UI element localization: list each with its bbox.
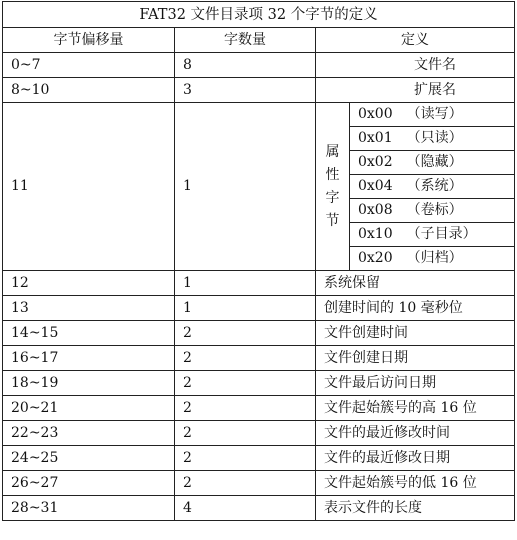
definition-cell: 创建时间的 10 毫秒位	[316, 296, 515, 321]
count-cell: 2	[175, 371, 316, 396]
count-cell: 4	[175, 496, 316, 521]
table-row	[3, 421, 515, 446]
table-row	[3, 78, 515, 103]
offset-cell: 26~27	[3, 471, 175, 496]
definition-cell: 文件最后访问日期	[316, 371, 515, 396]
count-cell: 2	[175, 396, 316, 421]
definition-cell: 文件的最近修改时间	[316, 421, 515, 446]
attribute-item	[350, 175, 515, 199]
attribute-item	[350, 103, 515, 127]
table-title-row	[3, 2, 515, 28]
attribute-code: 0x04	[358, 178, 393, 194]
attribute-item	[350, 223, 515, 247]
attribute-label-char: 性	[325, 166, 340, 183]
table-row	[3, 396, 515, 421]
offset-cell: 12	[3, 271, 175, 296]
attribute-row	[3, 103, 515, 127]
offset-cell: 22~23	[3, 421, 175, 446]
table-row	[3, 346, 515, 371]
attribute-code: 0x10	[358, 226, 393, 242]
count-cell: 2	[175, 421, 316, 446]
attribute-code: 0x00	[358, 106, 393, 122]
definition-cell: 文件创建时间	[316, 321, 515, 346]
count-cell: 2	[175, 446, 316, 471]
attribute-desc: （系统）	[406, 178, 463, 194]
attribute-item	[350, 199, 515, 223]
attribute-desc: （隐藏）	[406, 154, 463, 170]
attribute-item	[350, 247, 515, 271]
offset-cell: 16~17	[3, 346, 175, 371]
attribute-code: 0x02	[358, 154, 393, 170]
offset-cell: 20~21	[3, 396, 175, 421]
offset-cell: 8~10	[3, 78, 175, 103]
count-cell: 3	[175, 78, 316, 103]
attribute-code: 0x08	[358, 202, 393, 218]
fat32-directory-entry-table	[2, 1, 515, 521]
attribute-desc: （归档）	[406, 250, 463, 266]
offset-cell: 0~7	[3, 53, 175, 78]
table-row	[3, 496, 515, 521]
attribute-desc: （卷标）	[406, 202, 463, 218]
definition-cell: 文件名	[316, 53, 515, 78]
definition-cell: 文件的最近修改日期	[316, 446, 515, 471]
attribute-desc: （只读）	[406, 130, 463, 146]
attribute-label-char: 属	[325, 143, 340, 160]
attribute-desc: （子目录）	[406, 226, 477, 242]
offset-cell: 24~25	[3, 446, 175, 471]
table-header-row	[3, 28, 515, 53]
definition-cell: 文件起始簇号的低 16 位	[316, 471, 515, 496]
attribute-item	[350, 127, 515, 151]
attribute-count-cell: 1	[175, 103, 316, 271]
header-offset: 字节偏移量	[3, 28, 175, 53]
fat32-table-container	[2, 1, 515, 521]
count-cell: 8	[175, 53, 316, 78]
count-cell: 1	[175, 296, 316, 321]
count-cell: 1	[175, 271, 316, 296]
attribute-offset-cell: 11	[3, 103, 175, 271]
definition-cell: 表示文件的长度	[316, 496, 515, 521]
definition-cell: 文件创建日期	[316, 346, 515, 371]
table-row	[3, 471, 515, 496]
attribute-label	[316, 103, 350, 271]
offset-cell: 14~15	[3, 321, 175, 346]
header-definition: 定义	[316, 28, 515, 53]
attribute-label-char: 字	[325, 189, 340, 206]
offset-cell: 28~31	[3, 496, 175, 521]
definition-cell: 文件起始簇号的高 16 位	[316, 396, 515, 421]
table-row	[3, 271, 515, 296]
count-cell: 2	[175, 471, 316, 496]
attribute-label-char: 节	[325, 212, 340, 229]
definition-cell: 系统保留	[316, 271, 515, 296]
attribute-code: 0x01	[358, 130, 393, 146]
count-cell: 2	[175, 321, 316, 346]
table-row	[3, 321, 515, 346]
count-cell: 2	[175, 346, 316, 371]
table-title: FAT32 文件目录项 32 个字节的定义	[3, 2, 515, 28]
offset-cell: 18~19	[3, 371, 175, 396]
table-row	[3, 53, 515, 78]
attribute-item	[350, 151, 515, 175]
definition-cell: 扩展名	[316, 78, 515, 103]
table-row	[3, 446, 515, 471]
table-row	[3, 371, 515, 396]
attribute-code: 0x20	[358, 250, 393, 266]
table-row	[3, 296, 515, 321]
attribute-desc: （读写）	[406, 106, 463, 122]
header-count: 字数量	[175, 28, 316, 53]
offset-cell: 13	[3, 296, 175, 321]
